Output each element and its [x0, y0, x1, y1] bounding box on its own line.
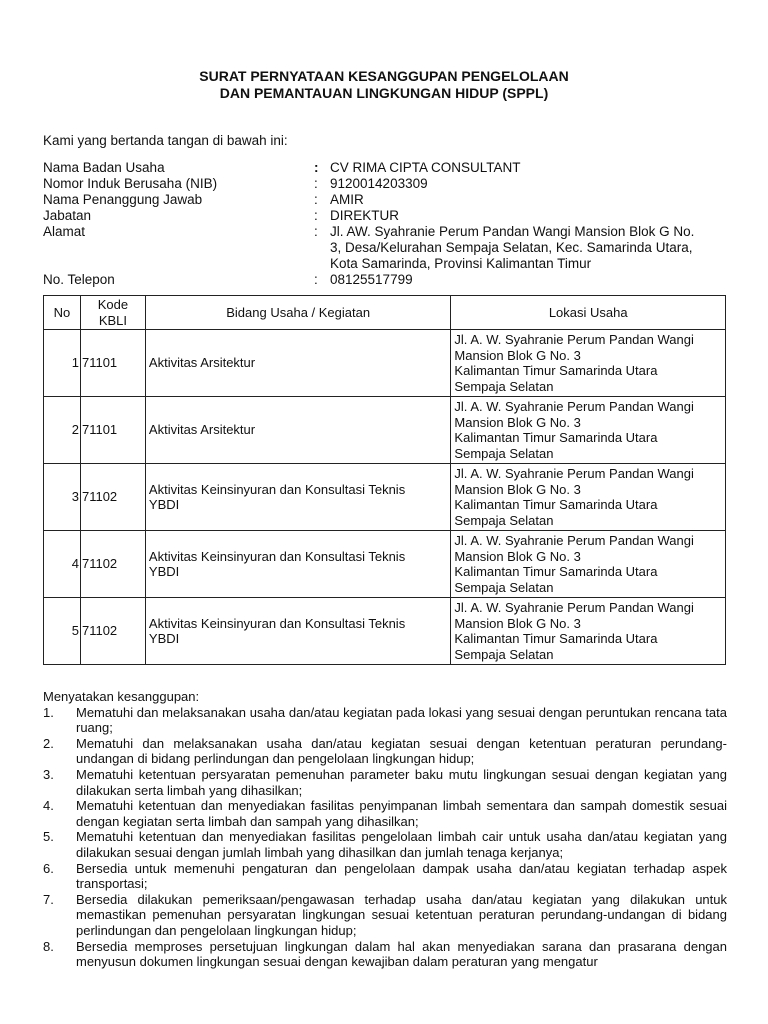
- info-value-line: Jl. AW. Syahranie Perum Pandan Wangi Mansion Blok G No.: [330, 224, 695, 239]
- statement-heading: Menyatakan kesanggupan:: [43, 689, 200, 704]
- company-info: [43, 160, 733, 288]
- cell-kode-kbli: 71102: [80, 531, 145, 598]
- cell-bidang-usaha: [145, 330, 451, 397]
- info-value: [330, 208, 733, 224]
- cell-lokasi-usaha: [451, 397, 726, 464]
- cell-kode-kbli: 71102: [80, 598, 145, 665]
- statement-item: [43, 736, 727, 767]
- cell-lokasi-usaha: [451, 464, 726, 531]
- bidang-line: Aktivitas Keinsinyuran dan Konsultasi Teknis: [148, 548, 406, 564]
- info-label: Jabatan: [43, 208, 92, 223]
- info-value-line: 08125517799: [330, 272, 413, 287]
- statement-item-text: Bersedia dilakukan pemeriksaan/pengawasan terhadap usaha dan/atau kegiatan yang dilakukan untuk memastikan pemenuhan persyaratan lingkungan sesuai ketentuan peraturan perundang-undangan di bidang perlindungan dan pengelolaan lingkungan hidup;: [76, 891, 727, 938]
- header-kode-line: Kode: [97, 297, 129, 312]
- info-colon: :: [314, 208, 318, 223]
- table-row: [44, 330, 726, 397]
- info-row-telepon: [43, 272, 733, 288]
- cell-lokasi-usaha: [451, 330, 726, 397]
- statement-item-text: Mematuhi ketentuan dan menyediakan fasilitas pengelolaan limbah cair untuk usaha dan/atau kegiatan yang dilakukan sesuai dengan jumlah limbah yang dihasilkan dan jumlah tenaga kerjanya;: [76, 829, 727, 860]
- info-value-line: 9120014203309: [330, 176, 428, 191]
- lokasi-line: Kalimantan Timur Samarinda Utara: [454, 363, 658, 379]
- statement-item-text: Mematuhi dan melaksanakan usaha dan/atau kegiatan sesuai dengan ketentuan peraturan perundang-undangan di bidang perlindungan dan pengelolaan lingkungan hidup;: [76, 735, 727, 767]
- header-lokasi-usaha: Lokasi Usaha: [451, 296, 726, 330]
- info-value-line: 3, Desa/Kelurahan Sempaja Selatan, Kec. Samarinda Utara,: [330, 240, 693, 255]
- statement-item-text: Mematuhi ketentuan dan menyediakan fasilitas penyimpanan limbah sementara dan sampah domestik sesuai dengan kegiatan serta limbah dan sampah yang dihasilkan;: [76, 798, 727, 829]
- business-activity-table: [43, 295, 726, 665]
- lokasi-line: Mansion Blok G No. 3: [454, 347, 581, 363]
- lokasi-line: Mansion Blok G No. 3: [454, 548, 581, 564]
- statement-item-number: 4.: [43, 798, 54, 814]
- statement-item-text: Mematuhi dan melaksanakan usaha dan/atau kegiatan pada lokasi yang sesuai dengan peruntukan rencana tata ruang;: [76, 704, 727, 736]
- info-row-jabatan: [43, 208, 733, 224]
- info-value: [330, 224, 733, 272]
- info-label: Nama Badan Usaha: [43, 160, 165, 175]
- info-colon: :: [314, 272, 318, 287]
- cell-no: 3: [44, 464, 81, 531]
- info-label: Nomor Induk Berusaha (NIB): [43, 176, 218, 191]
- table-row: [44, 397, 726, 464]
- bidang-line: Aktivitas Arsitektur: [148, 422, 256, 438]
- info-value: [330, 160, 733, 176]
- info-label: Alamat: [43, 224, 86, 239]
- intro-text: Kami yang bertanda tangan di bawah ini:: [43, 133, 288, 148]
- statement-item-number: 8.: [43, 938, 54, 954]
- info-colon: :: [314, 192, 318, 207]
- cell-no: 4: [44, 531, 81, 598]
- header-no: No: [44, 296, 81, 330]
- cell-bidang-usaha: [145, 598, 451, 665]
- bidang-line: Aktivitas Arsitektur: [148, 355, 256, 371]
- header-bidang-usaha: Bidang Usaha / Kegiatan: [145, 296, 451, 330]
- bidang-line: Aktivitas Keinsinyuran dan Konsultasi Teknis: [148, 615, 406, 631]
- info-label: No. Telepon: [43, 272, 115, 287]
- cell-bidang-usaha: [145, 531, 451, 598]
- statement-item-number: 1.: [43, 704, 54, 720]
- bidang-line: YBDI: [148, 564, 180, 580]
- table-row: [44, 531, 726, 598]
- info-row-nib: [43, 176, 733, 192]
- lokasi-line: Kalimantan Timur Samarinda Utara: [454, 430, 658, 446]
- info-value: [330, 176, 733, 192]
- cell-kode-kbli: 71101: [80, 397, 145, 464]
- info-row-nama-badan-usaha: [43, 160, 733, 176]
- header-kbli-line: KBLI: [98, 312, 128, 328]
- statement-item-number: 2.: [43, 735, 54, 751]
- statement-item-number: 3.: [43, 766, 54, 782]
- lokasi-line: Kalimantan Timur Samarinda Utara: [454, 497, 658, 513]
- lokasi-line: Jl. A. W. Syahranie Perum Pandan Wangi: [454, 399, 694, 414]
- info-value-line: DIREKTUR: [330, 208, 400, 223]
- statement-item-number: 7.: [43, 891, 54, 907]
- cell-no: 1: [44, 330, 81, 397]
- lokasi-line: Mansion Blok G No. 3: [454, 481, 581, 497]
- lokasi-line: Kalimantan Timur Samarinda Utara: [454, 564, 658, 580]
- statement-item-number: 5.: [43, 829, 54, 845]
- lokasi-line: Sempaja Selatan: [454, 579, 554, 595]
- info-colon: :: [314, 224, 318, 239]
- cell-lokasi-usaha: [451, 531, 726, 598]
- lokasi-line: Jl. A. W. Syahranie Perum Pandan Wangi: [454, 466, 694, 481]
- lokasi-line: Sempaja Selatan: [454, 512, 554, 528]
- cell-kode-kbli: 71102: [80, 464, 145, 531]
- statement-item: [43, 861, 727, 892]
- lokasi-line: Jl. A. W. Syahranie Perum Pandan Wangi: [454, 332, 694, 347]
- info-colon: :: [314, 160, 319, 175]
- lokasi-line: Jl. A. W. Syahranie Perum Pandan Wangi: [454, 533, 694, 548]
- lokasi-line: Mansion Blok G No. 3: [454, 414, 581, 430]
- info-value-line: Kota Samarinda, Provinsi Kalimantan Timur: [330, 256, 592, 271]
- cell-bidang-usaha: [145, 464, 451, 531]
- header-kode-kbli: [80, 296, 145, 330]
- cell-no: 5: [44, 598, 81, 665]
- statement-item-text: Mematuhi ketentuan persyaratan pemenuhan parameter baku mutu lingkungan sesuai dengan kegiatan yang dilakukan serta limbah yang dihasilkan;: [76, 766, 727, 798]
- statement-item: [43, 705, 727, 736]
- cell-lokasi-usaha: [451, 598, 726, 665]
- info-value: [330, 192, 733, 208]
- table-row: [44, 464, 726, 531]
- info-row-penanggung-jawab: [43, 192, 733, 208]
- info-colon: :: [314, 176, 318, 191]
- statement-list: [43, 705, 727, 970]
- bidang-line: Aktivitas Keinsinyuran dan Konsultasi Teknis: [148, 481, 406, 497]
- info-label: Nama Penanggung Jawab: [43, 192, 203, 207]
- lokasi-line: Sempaja Selatan: [454, 445, 554, 461]
- lokasi-line: Mansion Blok G No. 3: [454, 615, 581, 631]
- lokasi-line: Jl. A. W. Syahranie Perum Pandan Wangi: [454, 600, 694, 615]
- info-value-line: CV RIMA CIPTA CONSULTANT: [330, 160, 521, 175]
- bidang-line: YBDI: [148, 497, 180, 513]
- table-row: [44, 598, 726, 665]
- lokasi-line: Kalimantan Timur Samarinda Utara: [454, 631, 658, 647]
- statement-item: [43, 892, 727, 939]
- statement-item: [43, 767, 727, 798]
- info-row-alamat: [43, 224, 733, 272]
- lokasi-line: Sempaja Selatan: [454, 378, 554, 394]
- lokasi-line: Sempaja Selatan: [454, 646, 554, 662]
- statement-section: [43, 689, 727, 970]
- document-title-line-1: SURAT PERNYATAAN KESANGGUPAN PENGELOLAAN: [199, 68, 569, 84]
- cell-bidang-usaha: [145, 397, 451, 464]
- statement-item: [43, 939, 727, 970]
- statement-item-number: 6.: [43, 860, 54, 876]
- table-header-row: [44, 296, 726, 330]
- cell-no: 2: [44, 397, 81, 464]
- statement-item: [43, 798, 727, 829]
- statement-item-text: Bersedia untuk memenuhi pengaturan dan pengelolaan dampak usaha dan/atau kegiatan terhadap aspek transportasi;: [76, 860, 727, 892]
- bidang-line: YBDI: [148, 631, 180, 647]
- info-value: [330, 272, 733, 288]
- statement-item: [43, 829, 727, 860]
- document-title-line-2: DAN PEMANTAUAN LINGKUNGAN HIDUP (SPPL): [219, 85, 549, 101]
- cell-kode-kbli: 71101: [80, 330, 145, 397]
- info-value-line: AMIR: [330, 192, 364, 207]
- statement-item-text: Bersedia memproses persetujuan lingkungan dalam hal akan menyediakan sarana dan prasarana dengan menyusun dokumen lingkungan sesuai dengan kewajiban dalam peraturan yang mengatur: [76, 938, 727, 970]
